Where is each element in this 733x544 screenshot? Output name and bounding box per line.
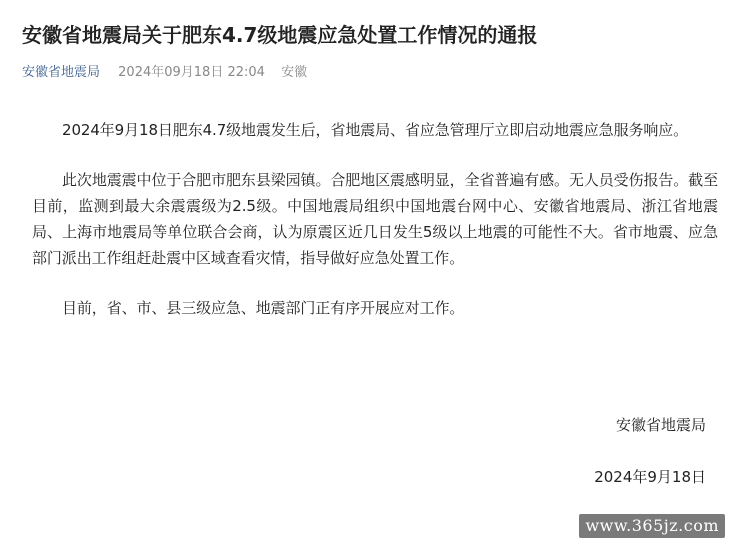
publish-time: 2024年09月18日 22:04 <box>118 65 265 80</box>
paragraph-current: 目前，省、市、县三级应急、地震部门正有序开展应对工作。 <box>62 299 465 317</box>
article-title: 安徽省地震局关于肥东4.7级地震应急处置工作情况的通报 <box>22 23 538 47</box>
paragraph-response: 2024年9月18日肥东4.7级地震发生后，省地震局、省应急管理厅立即启动地震应急服务响应。 <box>62 121 689 139</box>
signoff-date: 2024年9月18日 <box>594 468 706 486</box>
signoff-organization: 安徽省地震局 <box>615 416 706 434</box>
paragraph-details: 此次地震震中位于合肥市肥东县梁园镇。合肥地区震感明显，全省普遍有感。无人员受伤报告。截至目前，监测到最大余震震级为2.5级。中国地震局组织中国地震台网中心、安徽省地震局、浙江省地震局、上海市地震局等单位联合会商，认为原震区近几日发生5级以上地震的可能性不大。省市地震、应急部门派出工作组赶赴震中区域查看灾情，指导做好应急处置工作。 <box>32 171 718 267</box>
publish-location: 安徽 <box>281 65 308 80</box>
article-body <box>32 117 718 345</box>
site-watermark: www.365jz.com <box>579 514 725 538</box>
article-meta <box>22 63 307 83</box>
source-link[interactable]: 安徽省地震局 <box>22 65 101 80</box>
